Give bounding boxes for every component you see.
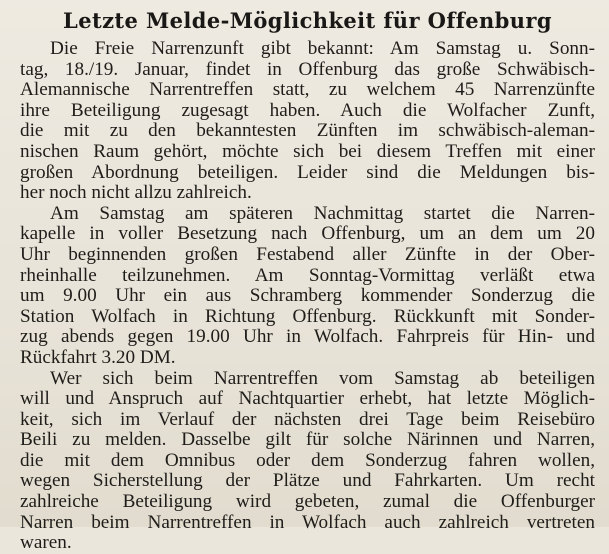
text-line: tag, 18./19. Januar, findet in Offenburg das große Schwäbisch- (20, 58, 595, 80)
text-line: großen Abordnung beteiligen. Leider sind die Meldungen bis- (20, 161, 595, 183)
text-line: Rückfahrt 3.20 DM. (20, 346, 176, 368)
text-line: Station Wolfach in Richtung Offenburg. Rückkunft mit Sonder- (20, 305, 595, 327)
text-line: Am Samstag am späteren Nachmittag startet die Narren- (50, 202, 595, 224)
text-line: um 9.00 Uhr ein aus Schramberg kommender Sonderzug die (20, 285, 595, 307)
paragraph-3 (20, 369, 595, 554)
headline: Letzte Melde-Möglichkeit für Offenburg (63, 8, 552, 33)
text-line: ihre Beteiligung zugesagt haben. Auch die Wolfacher Zunft, (20, 99, 595, 121)
text-line: zahlreiche Beteiligung wird gebeten, zumal die Offenburger (20, 491, 595, 513)
text-line: keit, sich im Verlauf der nächsten drei Tage beim Reisebüro (20, 408, 595, 430)
text-line: Uhr beginnenden großen Festabend aller Zünfte in der Ober- (20, 243, 595, 265)
text-line: die mit zu den bekanntesten Zünften im schwäbisch-aleman- (20, 120, 595, 142)
text-line: will und Anspruch auf Nachtquartier erhebt, hat letzte Möglich- (20, 388, 595, 410)
text-line: Alemannische Narrentreffen statt, zu welchem 45 Narrenzünfte (20, 79, 595, 101)
text-line: her noch nicht allzu zahlreich. (20, 182, 252, 204)
paragraph-1 (20, 39, 595, 204)
text-line: die mit dem Omnibus oder dem Sonderzug fahren wollen, (20, 449, 595, 471)
text-line: kapelle in voller Besetzung nach Offenburg, um an dem um 20 (20, 223, 595, 245)
text-line: zug abends gegen 19.00 Uhr in Wolfach. Fahrpreis für Hin- und (20, 326, 595, 348)
text-line: nischen Raum gehört, möchte sich bei diesem Treffen mit einer (20, 140, 595, 162)
text-line: Beili zu melden. Dasselbe gilt für solche Närinnen und Narren, (20, 429, 595, 451)
text-line: waren. (20, 532, 72, 554)
paragraph-2 (20, 204, 595, 369)
text-line: Die Freie Narrenzunft gibt bekannt: Am Samstag u. Sonn- (50, 38, 595, 59)
text-line: Wer sich beim Narrentreffen vom Samstag ab beteiligen (50, 367, 595, 389)
text-line: wegen Sicherstellung der Plätze und Fahrkarten. Um recht (20, 470, 595, 492)
text-line: rheinhalle teilzunehmen. Am Sonntag-Vormittag verläßt etwa (20, 264, 595, 286)
text-line: Narren beim Narrentreffen in Wolfach auch zahlreich vertreten (20, 511, 595, 533)
article-body (20, 39, 595, 554)
